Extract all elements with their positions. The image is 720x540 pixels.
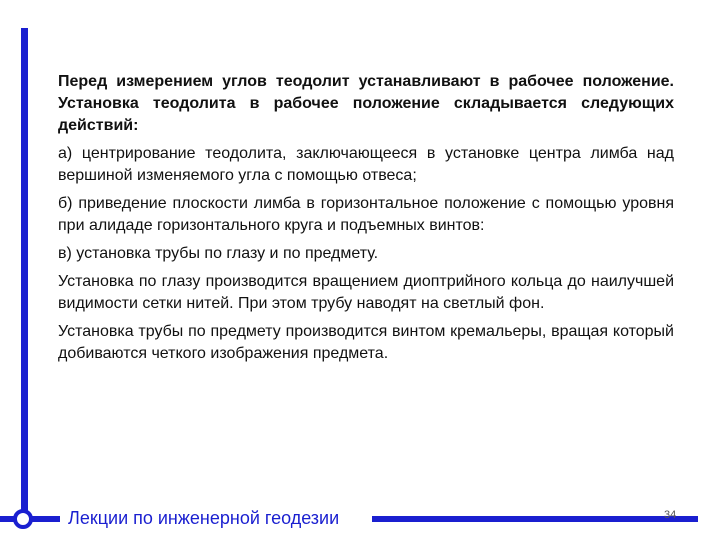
intro-paragraph: Перед измерением углов теодолит устанавливают в рабочее положение. Установка теодолита в рабочее положение складывается следующих действий:	[58, 73, 674, 134]
slide-body	[58, 71, 674, 371]
footer-accent-line-right	[372, 516, 698, 522]
eye-setup-paragraph: Установка по глазу производится вращением диоптрийного кольца до наилучшей видимости сетки нитей. При этом трубу наводят на светлый фон.	[58, 273, 674, 312]
page-number: 34	[664, 509, 677, 521]
object-setup-paragraph: Установка трубы по предмету производится винтом кремальеры, вращая который добиваются четкого изображения предмета.	[58, 323, 674, 362]
vertical-accent-line	[21, 28, 28, 518]
step-a-paragraph: а) центрирование теодолита, заключающееся в установке центра лимба над вершиной изменяемого угла с помощью отвеса;	[58, 145, 674, 184]
step-b-paragraph: б) приведение плоскости лимба в горизонтальное положение с помощью уровня при алидаде горизонтального круга и подъемных винтов:	[58, 195, 674, 234]
step-c-paragraph: в) установка трубы по глазу и по предмету.	[58, 245, 379, 262]
corner-ring-icon	[13, 509, 33, 529]
footer-title: Лекции по инженерной геодезии	[68, 508, 340, 528]
